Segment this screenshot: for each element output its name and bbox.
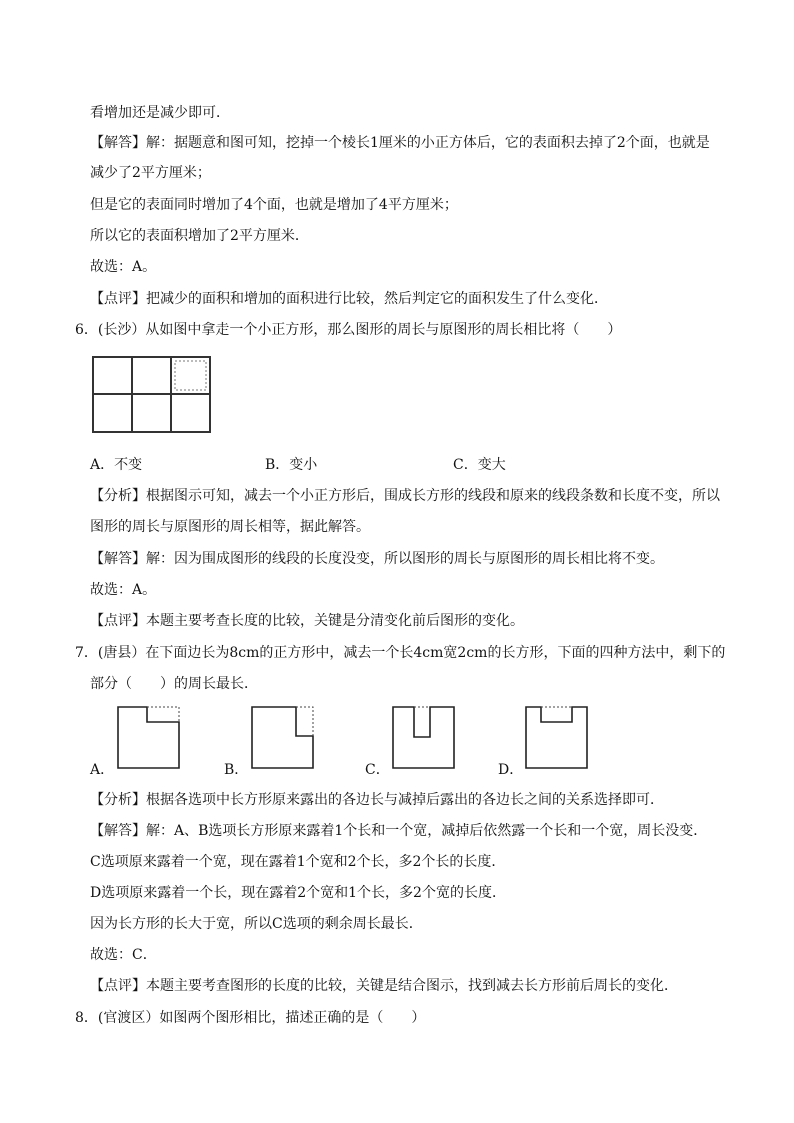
text-line: 【解答】解：因为围成图形的线段的长度没变，所以图形的周长与原图形的周长相比将不变。 [90, 551, 664, 567]
text-line: 故选：A。 [90, 582, 157, 598]
figure-a [117, 706, 181, 770]
question-8-stem: 8．(官渡区）如图两个图形相比，描述正确的是（ ） [75, 1010, 426, 1026]
text-line: 【分析】根据图示可知，减去一个小正方形后，围成长方形的线段和原来的线段条数和长度不变，所以 [90, 488, 720, 504]
text-line: C选项原来露着一个宽，现在露着1个宽和2个长，多2个长的长度． [90, 854, 506, 870]
option-c: C．变大 [453, 457, 506, 473]
text-line: 【点评】把减少的面积和增加的面积进行比较，然后判定它的面积发生了什么变化． [90, 291, 608, 307]
text-line: 【解答】解：A、B选项长方形原来露着1个长和一个宽，减掉后依然露一个长和一个宽，周长没变． [90, 823, 708, 839]
text-line: 图形的周长与原图形的周长相等，据此解答。 [90, 519, 370, 535]
grid-figure [92, 356, 212, 434]
text-line: 【分析】根据各选项中长方形原来露出的各边长与减掉后露出的各边长之间的关系选择即可． [90, 792, 664, 808]
text-line: 故选：C． [90, 947, 157, 963]
text-line: 【解答】解：据题意和图可知，挖掉一个棱长1厘米的小正方体后，它的表面积去掉了2个面，也就是 [90, 135, 710, 151]
figure-d-label: D． [498, 762, 524, 778]
text-line: 所以它的表面积增加了2平方厘米． [90, 228, 309, 244]
question-7-stem: 部分（ ）的周长最长． [90, 676, 258, 692]
text-line: 看增加还是减少即可． [90, 105, 230, 121]
figure-b-label: B． [224, 762, 249, 778]
figure-c-label: C． [365, 762, 390, 778]
text-line: 故选：A。 [90, 259, 157, 275]
text-line: 【点评】本题主要考查长度的比较，关键是分清变化前后图形的变化。 [90, 613, 524, 629]
text-line: 因为长方形的长大于宽，所以C选项的剩余周长最长． [90, 916, 423, 932]
figure-a-label: A． [90, 762, 115, 778]
text-line: D选项原来露着一个长，现在露着2个宽和1个长，多2个宽的长度． [90, 885, 506, 901]
option-a: A．不变 [90, 457, 143, 473]
figure-d [525, 706, 589, 770]
text-line: 减少了2平方厘米； [90, 165, 211, 181]
option-b: B．变小 [265, 457, 318, 473]
question-6-stem: 6．(长沙）从如图中拿走一个小正方形，那么图形的周长与原图形的周长相比将（ ） [75, 322, 622, 338]
question-7-stem: 7．(唐县）在下面边长为8cm的正方形中，减去一个长4cm宽2cm的长方形，下面的四种方法中，剩下的 [75, 645, 726, 661]
text-line: 但是它的表面同时增加了4个面，也就是增加了4平方厘米； [90, 197, 458, 213]
figure-b [251, 706, 315, 770]
figure-c [392, 706, 456, 770]
text-line: 【点评】本题主要考查图形的长度的比较，关键是结合图示，找到减去长方形前后周长的变化． [90, 978, 678, 994]
